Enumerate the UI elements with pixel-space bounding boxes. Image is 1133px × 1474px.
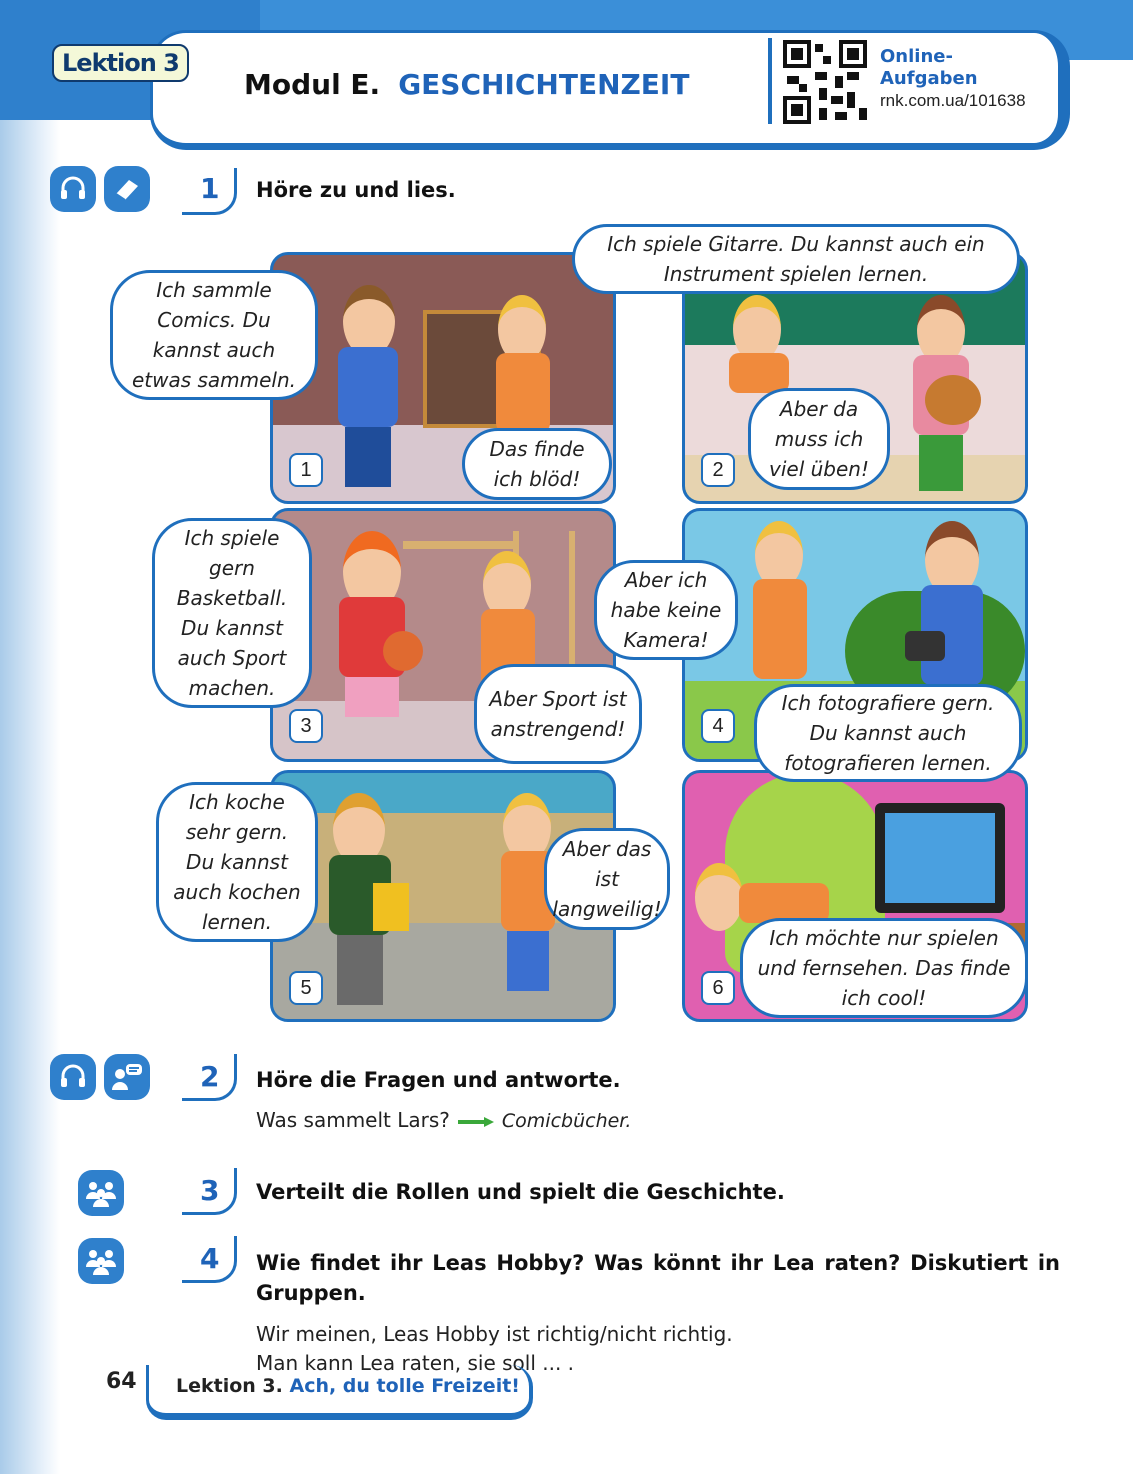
online-label-2: Aufgaben: [880, 68, 978, 89]
speech-bubble: Ich koche sehr gern. Du kannst auch kochen lernen.: [156, 782, 318, 942]
online-label: Online-: [880, 46, 953, 67]
footer-title: [176, 1375, 520, 1397]
divider: [768, 38, 772, 124]
lektion-badge: Lektion 3: [52, 44, 189, 82]
speech-bubble: Aber das ist langweilig!: [544, 828, 670, 930]
task-2-example: [256, 1106, 631, 1136]
group-icon: [78, 1238, 124, 1284]
girl-figure: [745, 521, 815, 701]
task-1-number: 1: [200, 172, 220, 205]
speech-bubble: Aber da muss ich viel üben!: [748, 388, 890, 490]
task-2-number: 2: [200, 1060, 220, 1093]
speech-bubble: Ich möchte nur spielen und fernsehen. Das finde ich cool!: [740, 918, 1028, 1018]
modul-label: Modul E.: [244, 68, 381, 101]
panel-number: 5: [289, 971, 323, 1005]
task-3-title: Verteilt die Rollen und spielt die Geschichte.: [256, 1180, 785, 1204]
speech-bubble: Ich spiele gern Basketball. Du kannst auch Sport machen.: [152, 518, 312, 708]
online-url[interactable]: rnk.com.ua/101638: [880, 91, 1026, 110]
task-4-line-1: Wir meinen, Leas Hobby ist richtig/nicht richtig.: [256, 1322, 733, 1346]
panel-number: 2: [701, 453, 735, 487]
task-3-icons: [78, 1170, 124, 1216]
speech-bubble: Aber ich habe keine Kamera!: [594, 560, 738, 660]
example-answer: Comicbücher.: [501, 1110, 632, 1132]
headphones-icon: [50, 166, 96, 212]
task-1-title: Höre zu und lies.: [256, 178, 456, 202]
page-number: 64: [106, 1369, 137, 1394]
speech-bubble: Aber Sport ist anstrengend!: [474, 664, 642, 764]
online-tasks-link[interactable]: [880, 46, 1026, 112]
task-4-line-2: Man kann Lea raten, sie soll ... .: [256, 1351, 575, 1375]
footer-lektion: Lektion 3.: [176, 1375, 283, 1397]
speech-bubble: Ich spiele Gitarre. Du kannst auch ein Instrument spielen lernen.: [572, 224, 1020, 294]
footer-chapter-title: Ach, du tolle Freizeit!: [289, 1375, 520, 1397]
panel-number: 1: [289, 453, 323, 487]
group-icon: [78, 1170, 124, 1216]
side-gradient: [0, 0, 60, 1474]
boy-figure: [323, 793, 403, 1013]
panel-number: 4: [701, 709, 735, 743]
girl-with-guitar-figure: [905, 295, 985, 495]
task-2-icons: [50, 1054, 150, 1100]
qr-code-icon[interactable]: [783, 40, 867, 124]
footer: [86, 1365, 526, 1425]
panel-number: 3: [289, 709, 323, 743]
modul-title: GESCHICHTENZEIT: [398, 68, 690, 101]
task-2-title: Höre die Fragen und antworte.: [256, 1068, 621, 1092]
book-icon: [104, 166, 150, 212]
speech-bubble: Ich fotografiere gern. Du kannst auch fotografieren lernen.: [754, 684, 1022, 782]
arrow-right-icon: [458, 1117, 494, 1127]
task-1-icons: [50, 166, 150, 212]
task-4-number: 4: [200, 1242, 220, 1275]
page-title: [244, 68, 689, 101]
example-question: Was sammelt Lars?: [256, 1108, 450, 1132]
speech-person-icon: [104, 1054, 150, 1100]
task-3-number: 3: [200, 1174, 220, 1207]
task-4-title: Wie findet ihr Leas Hobby? Was könnt ihr Lea raten? Diskutiert in Gruppen.: [256, 1251, 1060, 1305]
speech-bubble: Das finde ich blöd!: [462, 428, 612, 500]
panel-number: 6: [701, 971, 735, 1005]
boy-figure: [333, 285, 403, 495]
headphones-icon: [50, 1054, 96, 1100]
task-4-icons: [78, 1238, 124, 1284]
speech-bubble: Ich sammle Comics. Du kannst auch etwas sammeln.: [110, 270, 318, 400]
boy-figure: [333, 531, 413, 751]
